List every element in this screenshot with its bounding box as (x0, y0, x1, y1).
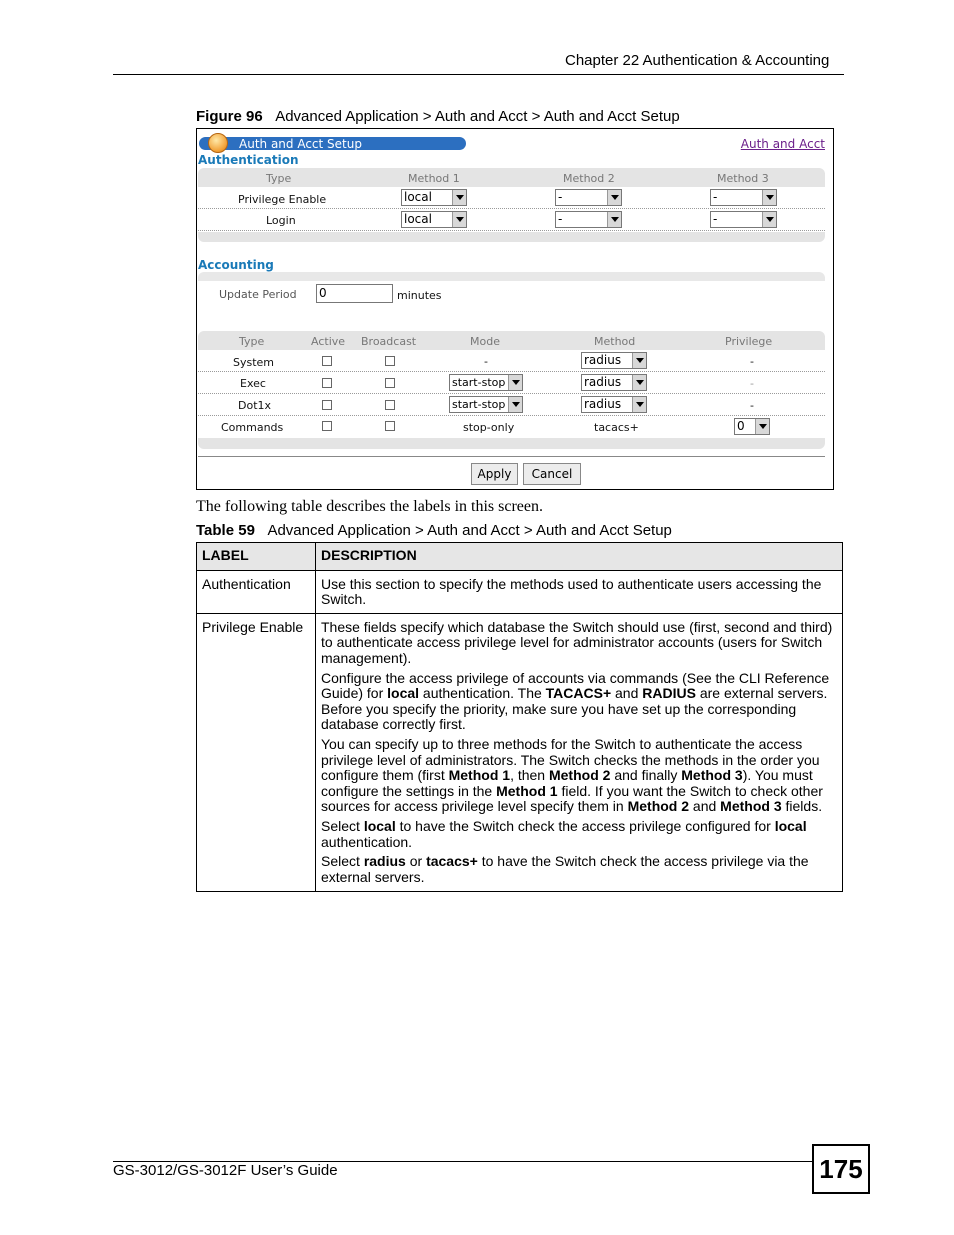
system-broadcast-checkbox[interactable] (385, 356, 395, 366)
commands-active-checkbox[interactable] (322, 421, 332, 431)
chevron-down-icon (755, 419, 769, 434)
acct-row-type: Exec (240, 377, 266, 390)
acct-row-type: Dot1x (238, 399, 272, 412)
chevron-down-icon (632, 397, 646, 412)
dot1x-broadcast-checkbox[interactable] (385, 400, 395, 410)
exec-mode-select[interactable] (449, 374, 523, 391)
select-value: 0 (737, 419, 745, 433)
dot1x-mode-select[interactable] (449, 396, 523, 413)
figure-title: Advanced Application > Auth and Acct > Auth and Acct Setup (275, 108, 680, 125)
acct-col-method: Method (594, 335, 636, 348)
description-paragraph: Configure the access privilege of accounts via commands (See the CLI Reference Guide) for local authentication. The TACACS+ and RADIUS are external servers. Before you specify the priority, make sure you have set up the corresponding database correctly first. (321, 669, 830, 733)
footer-guide-title: GS-3012/GS-3012F User’s Guide (113, 1162, 338, 1179)
acct-row-privilege: - (750, 355, 754, 368)
commands-privilege-select[interactable] (734, 418, 770, 435)
chevron-down-icon (762, 212, 776, 227)
privilege-method2-select[interactable] (555, 189, 622, 206)
privilege-method1-select[interactable] (401, 189, 467, 206)
update-period-input[interactable]: 0 (316, 284, 393, 303)
button-divider (198, 456, 825, 457)
auth-footer-band (198, 232, 825, 242)
chevron-down-icon (452, 212, 466, 227)
table-title: Advanced Application > Auth and Acct > Auth and Acct Setup (267, 522, 672, 539)
auth-and-acct-link[interactable]: Auth and Acct (740, 137, 825, 151)
figure-label: Figure 96 (196, 108, 263, 125)
update-period-unit: minutes (397, 289, 442, 302)
login-method3-select[interactable] (710, 211, 777, 228)
page-number: 175 (812, 1144, 870, 1194)
chevron-down-icon (762, 190, 776, 205)
description-paragraph: You can specify up to three methods for the Switch to authenticate the access privilege level of administrators. The Switch checks the methods in the order you configure them (first Method 1, then Method 2 and finally Method 3). You must configure the settings in the Method 1 field. If you want the Switch to check other sources for access privilege level specify them in Method 2 and Method 3 fields. (321, 735, 823, 815)
panel-title-icon (208, 133, 228, 153)
select-value: start-stop (452, 376, 506, 389)
table-header-row (197, 543, 843, 571)
description-paragraph: Select local to have the Switch check the access privilege configured for local authentication. (321, 817, 807, 850)
apply-button[interactable]: Apply (471, 463, 518, 485)
acct-row-mode: stop-only (463, 421, 515, 434)
dot1x-active-checkbox[interactable] (322, 400, 332, 410)
col-description-header: DESCRIPTION (316, 543, 843, 571)
table-row (197, 570, 843, 613)
acct-row-system (198, 350, 825, 372)
intro-text: The following table describes the labels in this screen. (196, 498, 544, 515)
select-value: - (713, 212, 718, 226)
description-paragraph: Select radius or tacacs+ to have the Switch check the access privilege via the external servers. (321, 853, 809, 885)
acct-footer-band (198, 438, 825, 449)
auth-row-type: Login (266, 214, 296, 227)
acct-row-type: System (233, 356, 275, 369)
col-label-header: LABEL (197, 543, 316, 571)
select-value: local (404, 212, 432, 226)
header-rule (113, 74, 844, 75)
select-value: - (713, 190, 718, 204)
login-method1-select[interactable] (401, 211, 467, 228)
chevron-down-icon (607, 212, 621, 227)
chevron-down-icon (607, 190, 621, 205)
auth-col-method3: Method 3 (717, 172, 769, 185)
table-label: Table 59 (196, 522, 255, 539)
select-value: radius (584, 397, 622, 411)
accounting-heading: Accounting (198, 258, 274, 272)
acct-col-type: Type (239, 335, 265, 348)
acct-row-privilege: - (750, 377, 754, 390)
auth-col-method2: Method 2 (563, 172, 615, 185)
description-paragraph: These fields specify which database the Switch should use (first, second and third) to authenticate access privilege level for administrator accounts (users for Switch management). (321, 618, 833, 666)
exec-broadcast-checkbox[interactable] (385, 378, 395, 388)
auth-col-method1: Method 1 (408, 172, 460, 185)
select-value: radius (584, 353, 622, 367)
row-description (316, 613, 843, 892)
authentication-heading: Authentication (198, 153, 299, 167)
chevron-down-icon (508, 397, 522, 412)
select-value: radius (584, 375, 622, 389)
auth-col-type: Type (266, 172, 292, 185)
row-label: Authentication (197, 570, 316, 613)
commands-broadcast-checkbox[interactable] (385, 421, 395, 431)
system-method-select[interactable] (581, 352, 647, 369)
table-caption (196, 522, 672, 539)
acct-row-privilege: - (750, 399, 754, 412)
dot1x-method-select[interactable] (581, 396, 647, 413)
figure-caption (196, 108, 680, 125)
auth-acct-setup-figure (196, 128, 834, 490)
table-row (197, 613, 843, 892)
chevron-down-icon (632, 353, 646, 368)
select-value: start-stop (452, 398, 506, 411)
exec-method-select[interactable] (581, 374, 647, 391)
login-method2-select[interactable] (555, 211, 622, 228)
chapter-header: Chapter 22 Authentication & Accounting (565, 52, 830, 69)
cancel-button[interactable]: Cancel (523, 463, 581, 485)
auth-row-type: Privilege Enable (238, 193, 327, 206)
row-description (316, 570, 843, 613)
chevron-down-icon (508, 375, 522, 390)
chevron-down-icon (632, 375, 646, 390)
row-label: Privilege Enable (197, 613, 316, 892)
description-table (196, 542, 843, 892)
acct-col-active: Active (311, 335, 346, 348)
privilege-method3-select[interactable] (710, 189, 777, 206)
description-paragraph: Use this section to specify the methods used to authenticate users accessing the Switch. (321, 575, 822, 608)
update-period-label: Update Period (219, 288, 297, 301)
exec-active-checkbox[interactable] (322, 378, 332, 388)
system-active-checkbox[interactable] (322, 356, 332, 366)
select-value: local (404, 190, 432, 204)
acct-col-privilege: Privilege (725, 335, 773, 348)
chevron-down-icon (452, 190, 466, 205)
acct-row-method: tacacs+ (594, 421, 639, 434)
acct-row-type: Commands (221, 421, 284, 434)
select-value: - (558, 212, 563, 226)
acct-col-mode: Mode (470, 335, 500, 348)
panel-title: Auth and Acct Setup (239, 137, 362, 151)
select-value: - (558, 190, 563, 204)
acct-col-broadcast: Broadcast (361, 335, 417, 348)
acct-row-mode: - (484, 355, 488, 368)
